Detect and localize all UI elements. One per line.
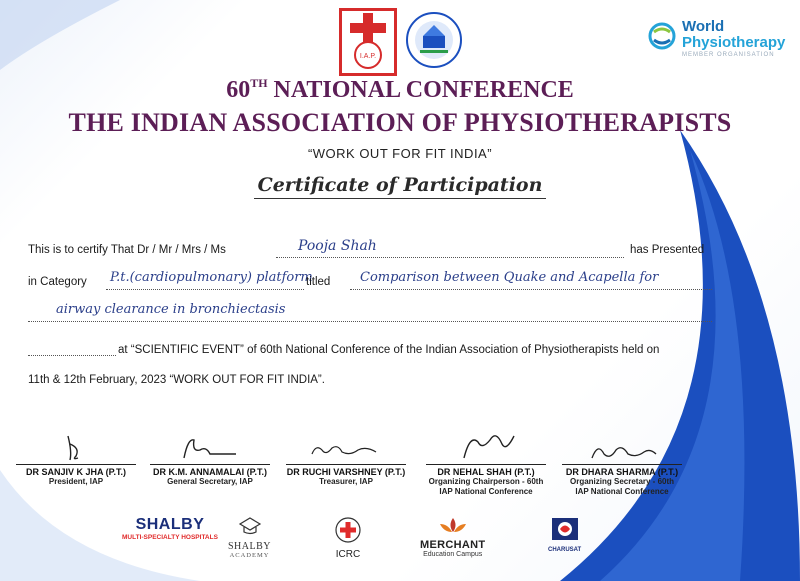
- signatory-name: DR SANJIV K JHA (P.T.): [25, 467, 127, 477]
- signature-block-president: [6, 430, 146, 487]
- world-physiotherapy-logo: [648, 18, 793, 64]
- globe-icon: [648, 22, 676, 50]
- signatory-title-line2: IAP National Conference: [575, 487, 669, 496]
- conference-number: 60: [226, 77, 251, 103]
- category-label: in Category: [28, 276, 87, 288]
- signatory-title: President, IAP: [48, 477, 104, 486]
- merchant-education-logo: MERCHANT Education Campus: [420, 516, 485, 558]
- event-text: at “SCIENTIFIC EVENT” of 60th National Conference of the Indian Association of Physiotherapists held on: [118, 344, 660, 356]
- academy-crest-icon: [238, 516, 262, 536]
- signature-block-treasurer: [276, 430, 416, 487]
- signatory-name: DR K.M. ANNAMALAI (P.T.): [153, 467, 267, 477]
- presentation-title-part2: airway clearance in bronchiectasis: [56, 302, 286, 317]
- charusat-emblem-icon: [550, 516, 580, 542]
- conference-title: NATIONAL CONFERENCE: [273, 77, 574, 103]
- conference-heading: [0, 76, 800, 104]
- shalby-academy-logo: SHALBY ACADEMY: [228, 516, 271, 559]
- signatory-name: DR NEHAL SHAH (P.T.): [437, 467, 535, 477]
- signatory-title: Organizing Secretary - 60th: [569, 477, 675, 486]
- wp-logo-line2: Physiotherapy: [682, 34, 786, 51]
- signature-mark: [552, 430, 692, 464]
- wp-logo-line1: World: [682, 18, 725, 35]
- date-text: 11th & 12th February, 2023 “WORK OUT FOR FIT INDIA”.: [28, 374, 325, 386]
- iap-logo: [339, 8, 397, 76]
- association-name: THE INDIAN ASSOCIATION OF PHYSIOTHERAPISTS: [68, 108, 732, 137]
- titled-label: titled: [306, 276, 331, 288]
- title-dotted-line-1: [350, 288, 712, 290]
- certify-text: This is to certify That Dr / Mr / Mrs / Ms: [28, 244, 226, 256]
- participant-name: Pooja Shah: [298, 238, 377, 254]
- signature-mark: [6, 430, 146, 464]
- event-dotted-line: [28, 354, 116, 356]
- certificate-title: Certificate of Participation: [0, 174, 800, 199]
- signatory-title: Treasurer, IAP: [319, 477, 373, 486]
- signature-block-organizing-secretary: [552, 430, 692, 497]
- signature-mark: [140, 430, 280, 464]
- signatory-name: DR RUCHI VARSHNEY (P.T.): [286, 467, 406, 477]
- lotus-icon: [436, 516, 470, 534]
- conference-motto: “WORK OUT FOR FIT INDIA”: [307, 146, 493, 161]
- iap-logo-text: I.A.P.: [359, 53, 377, 60]
- signatory-name: DR DHARA SHARMA (P.T.): [565, 467, 679, 477]
- charusat-logo: CHARUSAT: [548, 516, 581, 553]
- conference-ring-logo: [404, 10, 464, 70]
- category-dotted-line: [106, 288, 304, 290]
- signature-block-organizing-chairperson: [416, 424, 556, 497]
- shalby-hospitals-logo: SHALBY MULTI-SPECIALTY HOSPITALS: [122, 516, 218, 541]
- conference-number-suffix: TH: [250, 76, 268, 90]
- category-value: P.t.(cardiopulmonary) platform: [110, 270, 313, 285]
- signature-mark: [276, 430, 416, 464]
- signatory-title: Organizing Chairperson - 60th: [428, 477, 544, 486]
- presentation-title-part1: Comparison between Quake and Acapella for: [360, 270, 659, 285]
- signature-mark: [416, 424, 556, 464]
- has-presented-text: has Presented: [630, 244, 705, 256]
- name-dotted-line: [276, 256, 624, 258]
- signatory-title-line2: IAP National Conference: [439, 487, 533, 496]
- icrc-logo: ICRC: [334, 516, 362, 560]
- signatory-title: General Secretary, IAP: [167, 477, 253, 486]
- wp-logo-line3: MEMBER ORGANISATION: [682, 52, 775, 58]
- red-cross-icon: [334, 516, 362, 544]
- signature-block-general-secretary: [140, 430, 280, 487]
- title-dotted-line-2: [28, 320, 712, 322]
